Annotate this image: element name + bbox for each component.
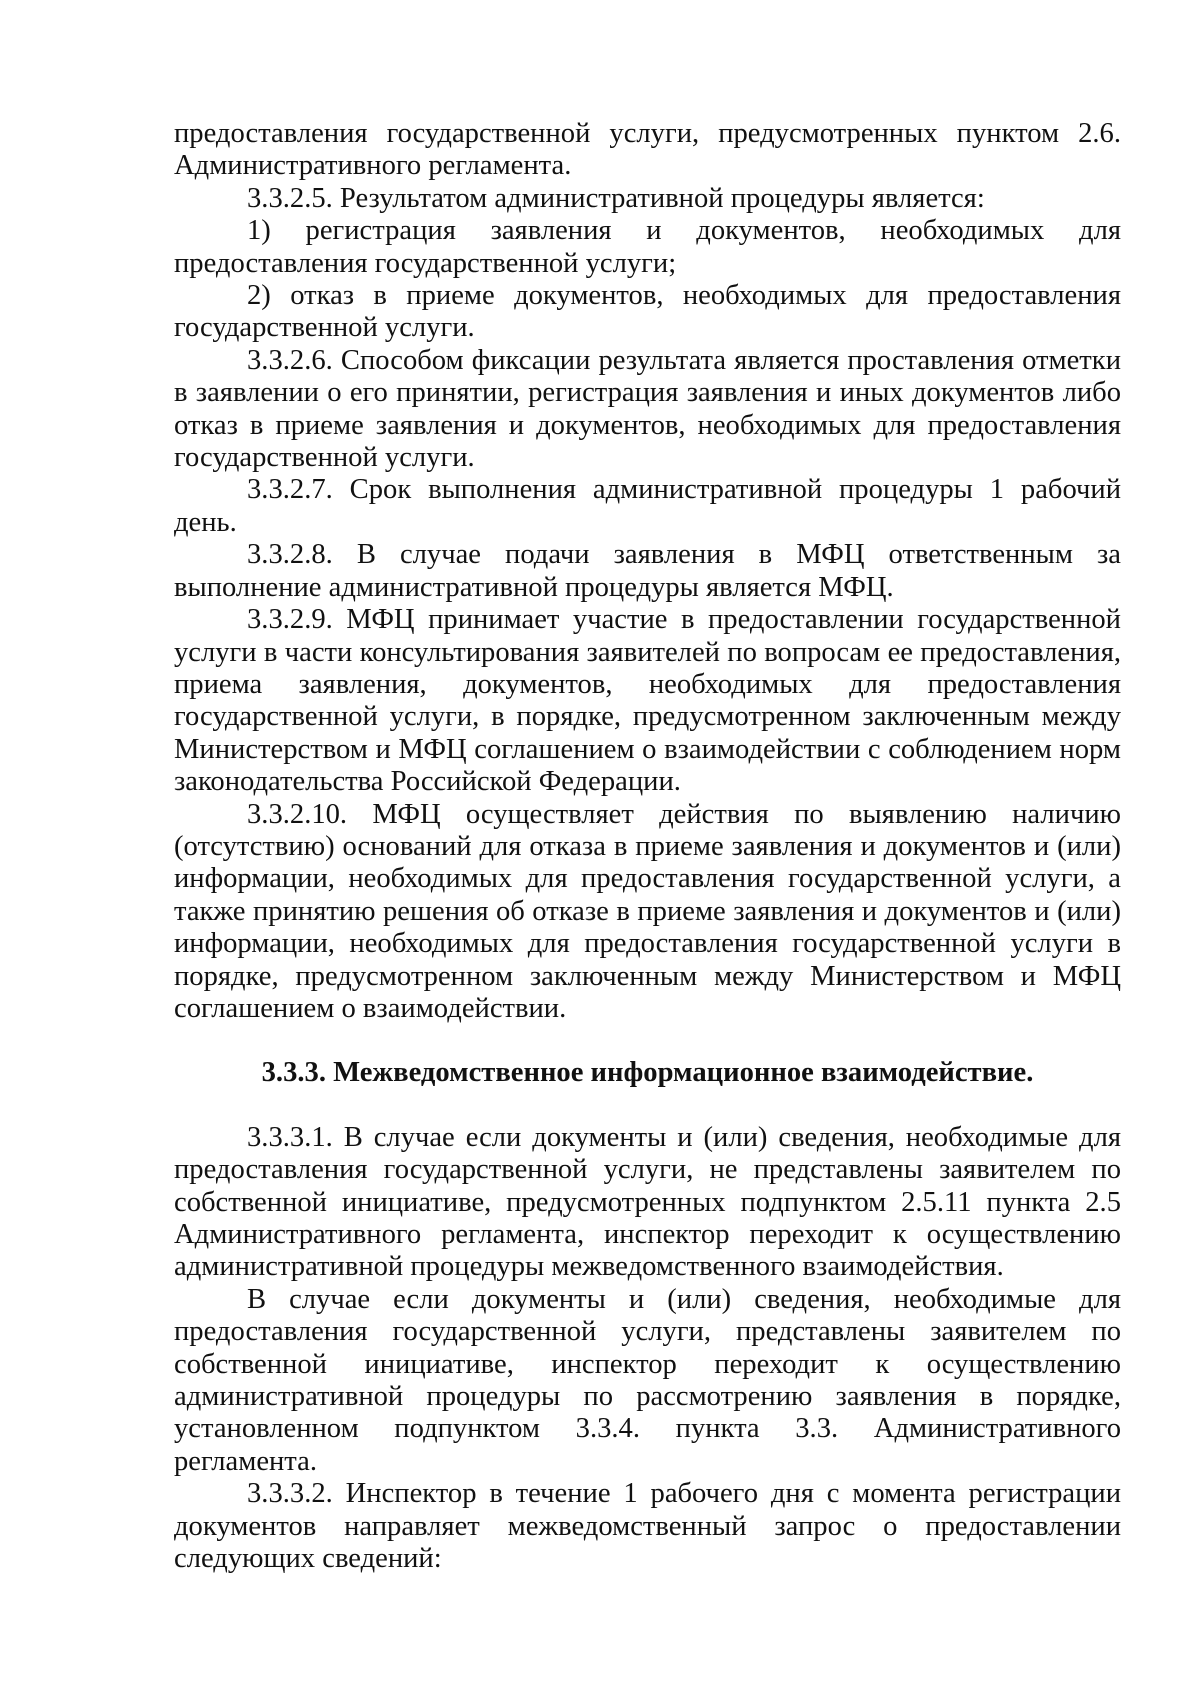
paragraph-3-3-2-10: 3.3.2.10. МФЦ осуществляет действия по выявлению наличию (отсутствию) оснований для отказа в приеме заявления и документов и (или) информации, необходимых для предоставления государственной услуги, а также принятию решения об отказе в приеме заявления и документов и (или) информации, необходимых для предоставления государственной услуги в порядке, предусмотренном заключенным между Министерством и МФЦ соглашением о взаимодействии.	[174, 798, 1121, 1024]
section-spacer	[174, 1025, 1121, 1057]
paragraph-3-3-2-6: 3.3.2.6. Способом фиксации результата является проставления отметки в заявлении о его принятии, регистрация заявления и иных документов либо отказ в приеме заявления и документов, необходимых для предоставления государственной услуги.	[174, 344, 1121, 474]
document-page	[174, 118, 1121, 1575]
paragraph-3-3-2-9: 3.3.2.9. МФЦ принимает участие в предоставлении государственной услуги в части консультирования заявителей по вопросам ее предоставления, приема заявления, документов, необходимых для предоставления государственной услуги, в порядке, предусмотренном заключенным между Министерством и МФЦ соглашением о взаимодействии с соблюдением норм законодательства Российской Федерации.	[174, 604, 1121, 798]
paragraph-3-3-2-5: 3.3.2.5. Результатом административной процедуры является:	[247, 182, 985, 214]
paragraph-continuation: предоставления государственной услуги, предусмотренных пунктом 2.6. Административного регламента.	[174, 118, 1121, 182]
paragraph-3-3-3-2: 3.3.3.2. Инспектор в течение 1 рабочего дня с момента регистрации документов направляет межведомственный запрос о предоставлении следующих сведений:	[174, 1478, 1121, 1575]
paragraph-3-3-3-1: 3.3.3.1. В случае если документы и (или) сведения, необходимые для предоставления государственной услуги, не представлены заявителем по собственной инициативе, предусмотренных подпунктом 2.5.11 пункта 2.5 Административного регламента, инспектор переходит к осуществлению административной процедуры межведомственного взаимодействия.	[174, 1121, 1121, 1283]
paragraph-3-3-3-1-continued: В случае если документы и (или) сведения, необходимые для предоставления государственной услуги, представлены заявителем по собственной инициативе, инспектор переходит к осуществлению административной процедуры по рассмотрению заявления в порядке, установленном подпунктом 3.3.4. пункта 3.3. Административного регламента.	[174, 1283, 1121, 1477]
section-heading-3-3-3: 3.3.3. Межведомственное информационное взаимодействие.	[261, 1057, 1034, 1089]
list-item-registration: 1) регистрация заявления и документов, необходимых для предоставления государственной услуги;	[174, 215, 1121, 279]
document-body	[174, 118, 1121, 1575]
section-spacer	[174, 1090, 1121, 1122]
paragraph-3-3-2-7: 3.3.2.7. Срок выполнения административной процедуры 1 рабочий день.	[174, 474, 1121, 538]
paragraph-3-3-2-8: 3.3.2.8. В случае подачи заявления в МФЦ ответственным за выполнение административной процедуры является МФЦ.	[174, 539, 1121, 603]
list-item-refusal: 2) отказ в приеме документов, необходимых для предоставления государственной услуги.	[174, 280, 1121, 344]
